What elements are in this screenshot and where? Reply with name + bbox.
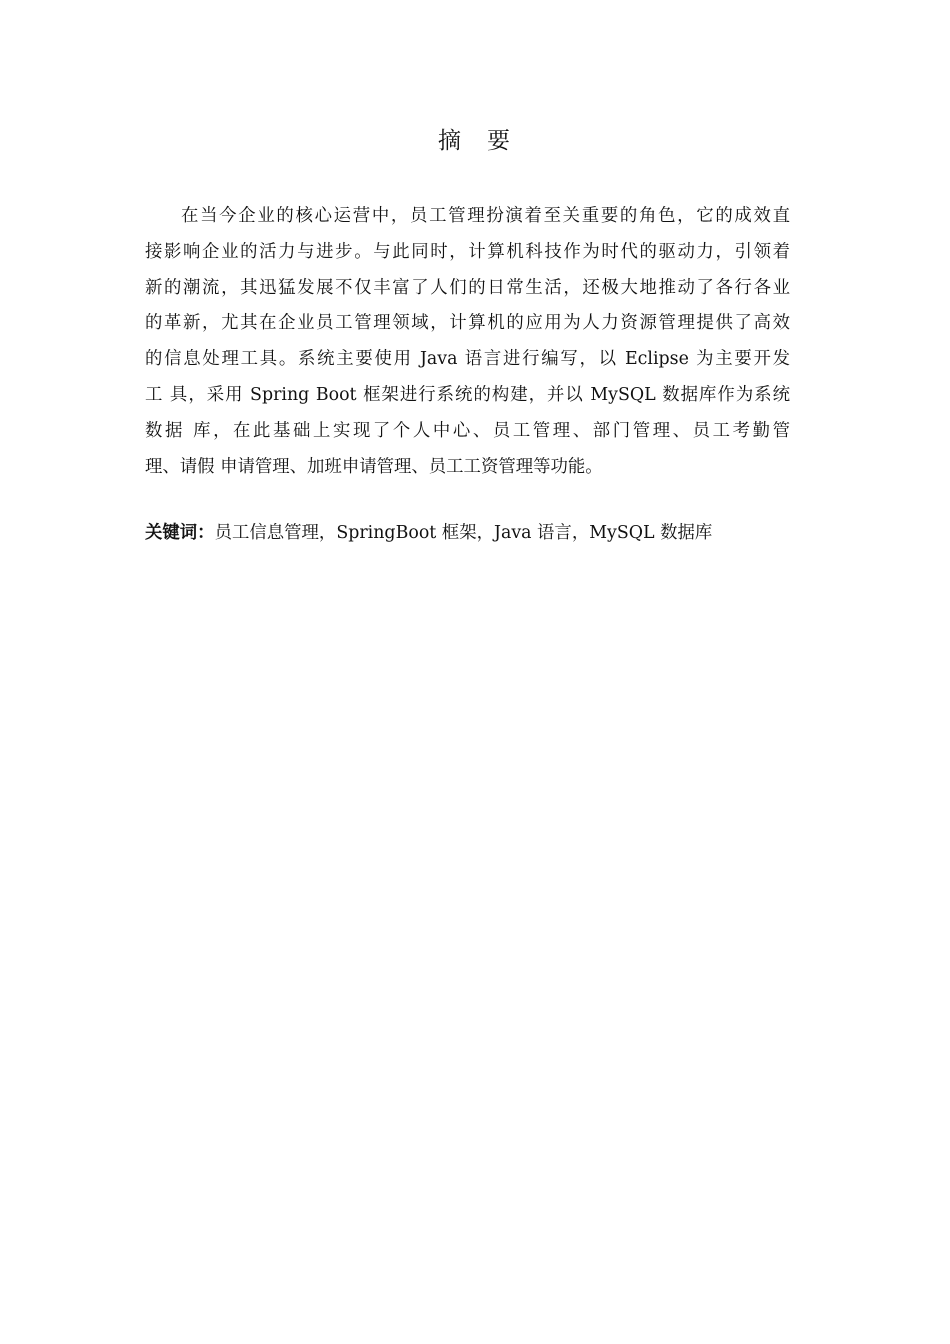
abstract-line: 的革新，尤其在企业员工管理领域，计算机的应用为人力资源管理提供了高效 [145, 313, 790, 334]
keywords-text: 员工信息管理，SpringBoot 框架，Java 语言，MySQL 数据库 [214, 523, 713, 543]
abstract-line: 工 具，采用 Spring Boot 框架进行系统的构建，并以 MySQL 数据库作为系统 [145, 384, 790, 405]
abstract-line: 的信息处理工具。系统主要使用 Java 语言进行编写，以 Eclipse 为主要开发 [145, 349, 790, 370]
abstract-title [0, 126, 950, 156]
abstract-line: 在当今企业的核心运营中，员工管理扮演着至关重要的角色，它的成效直 [181, 206, 790, 226]
abstract-title-char-2: 要 [487, 128, 512, 154]
abstract-title-char-1: 摘 [438, 128, 463, 154]
keywords-row [145, 517, 795, 549]
abstract-line: 数据 库，在此基础上实现了个人中心、员工管理、部门管理、员工考勤管 [145, 420, 790, 441]
abstract-line: 接影响企业的活力与进步。与此同时，计算机科技作为时代的驱动力，引领着 [145, 241, 790, 262]
abstract-line: 新的潮流，其迅猛发展不仅丰富了人们的日常生活，还极大地推动了各行各业 [145, 277, 790, 298]
abstract-body [145, 199, 790, 485]
abstract-line: 理、请假 申请管理、加班申请管理、员工工资管理等功能。 [145, 456, 603, 477]
keywords-label: 关键词： [145, 523, 215, 543]
